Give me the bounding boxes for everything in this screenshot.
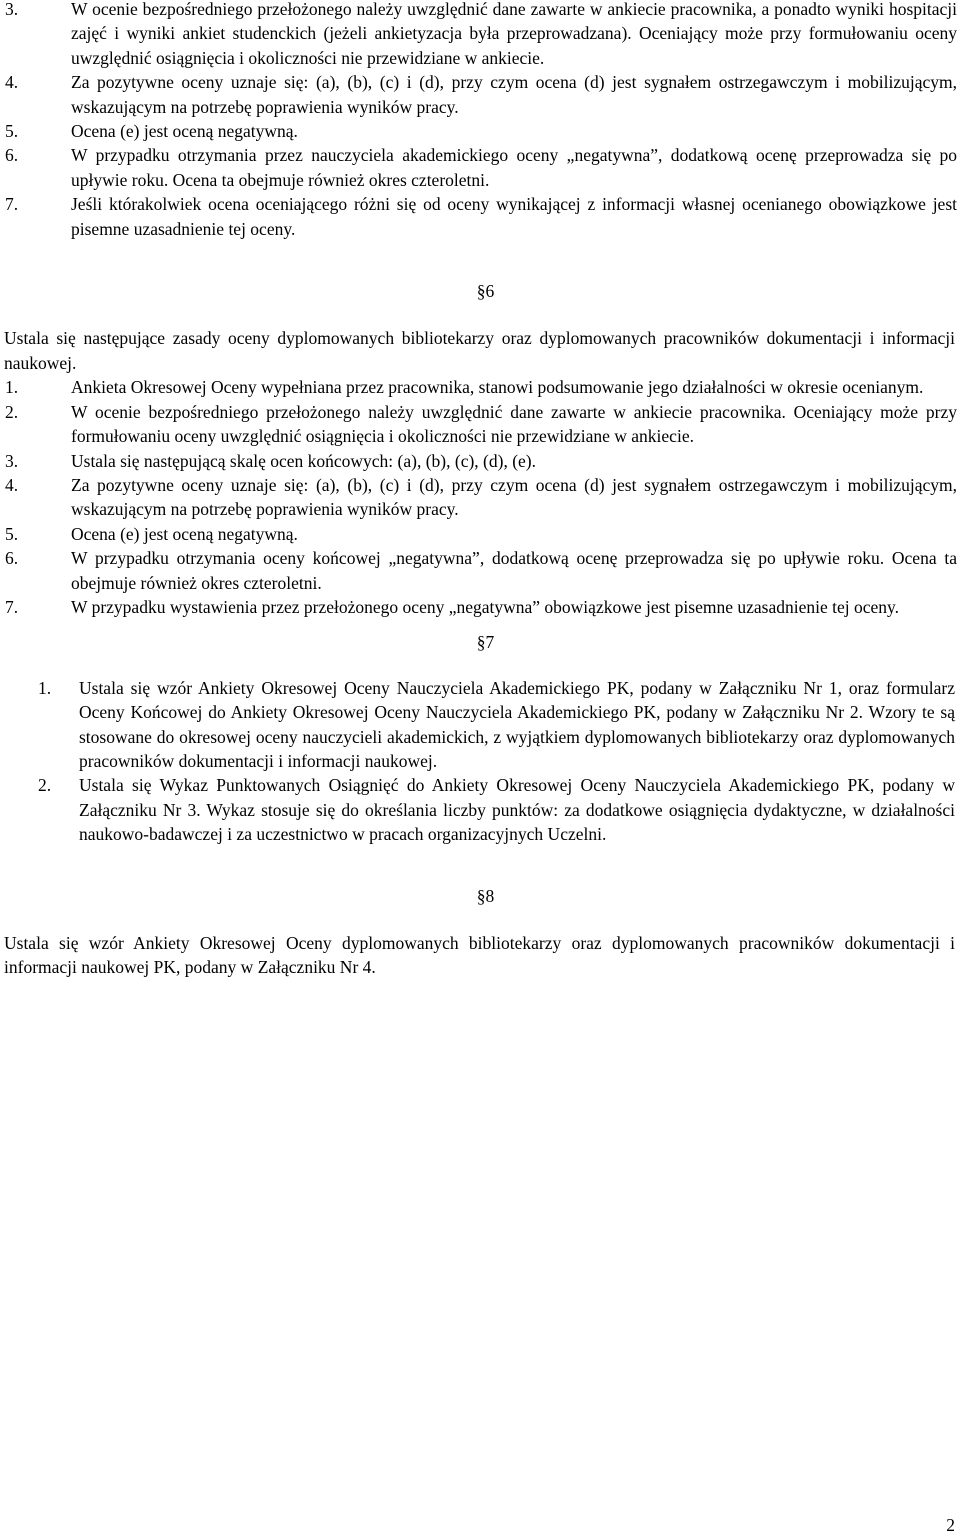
item-text: W ocenie bezpośredniego przełożonego należy uwzględnić dane zawarte w ankiecie pracownika, a ponadto wyniki hospitacji zajęć i wyniki ankiet studenckich (jeżeli ankietyzacja była przeprowadzana). Oceniający może przy formułowaniu oceny uwzględnić osiągnięcia i okoliczności nie przewidziane w ankiecie.	[71, 0, 957, 68]
item-text: W przypadku otrzymania oceny końcowej „negatywna”, dodatkową ocenę przeprowadza się po upływie roku. Ocena ta obejmuje również okres czteroletni.	[71, 548, 957, 593]
item-number: 6.	[5, 145, 19, 166]
list-item	[0, 143, 960, 192]
list-continued	[0, 0, 960, 241]
item-number: 5.	[5, 121, 19, 142]
item-number: 6.	[5, 548, 19, 569]
item-text: W ocenie bezpośredniego przełożonego należy uwzględnić dane zawarte w ankiecie pracownika. Oceniający może przy formułowaniu oceny uwzględnić osiągnięcia i okoliczności nie przewidziane w ankiecie.	[71, 401, 957, 447]
list-item	[0, 595, 960, 619]
item-text: Za pozytywne oceny uznaje się: (a), (b), (c) i (d), przy czym ocena (d) jest sygnałem ostrzegawczym i mobilizującym, wskazującym na potrzebę poprawienia wyników pracy.	[71, 72, 957, 117]
item-number: 7.	[5, 194, 19, 215]
item-number: 4.	[5, 474, 19, 495]
list-item	[0, 400, 960, 449]
list-item	[0, 522, 960, 546]
item-number: 7.	[5, 596, 19, 617]
list-item	[0, 70, 960, 119]
item-text: Ustala się wzór Ankiety Okresowej Oceny Nauczyciela Akademickiego PK, podany w Załączniku Nr 1, oraz formularz Oceny Końcowej do Ankiety Okresowej Oceny Nauczyciela Akademickiego PK, podany w Załączniku Nr 2. Wzory te są stosowane do okresowej oceny nauczycieli akademickich, z wyjątkiem dyplomowanych bibliotekarzy oraz dyplomowanych pracowników dokumentacji i informacji naukowej.	[79, 677, 955, 771]
list-item	[0, 0, 960, 70]
item-text: Ocena (e) jest oceną negatywną.	[71, 523, 298, 544]
list-item	[0, 375, 960, 399]
section-7-list	[0, 676, 960, 847]
item-number: 3.	[5, 0, 19, 19]
item-number: 2.	[38, 775, 52, 796]
page-number: 2	[946, 1514, 955, 1535]
section-6-heading: §6	[476, 281, 495, 302]
item-number: 3.	[5, 450, 19, 471]
list-item	[0, 192, 960, 241]
item-text: Ustala się następującą skalę ocen końcowych: (a), (b), (c), (d), (e).	[71, 450, 536, 471]
list-item	[0, 676, 960, 774]
list-item	[0, 546, 960, 595]
item-text: Za pozytywne oceny uznaje się: (a), (b), (c) i (d), przy czym ocena (d) jest sygnałem ostrzegawczym i mobilizującym, wskazującym na potrzebę poprawienia wyników pracy.	[71, 474, 957, 520]
item-text: Ankieta Okresowej Oceny wypełniana przez pracownika, stanowi podsumowanie jego działalności w okresie ocenianym.	[71, 377, 924, 398]
section-6-intro: Ustala się następujące zasady oceny dyplomowanych bibliotekarzy oraz dyplomowanych pracowników dokumentacji i informacji naukowej.	[4, 328, 955, 373]
item-text: Jeśli którakolwiek ocena oceniającego różni się od oceny wynikającej z informacji własnej ocenianego obowiązkowe jest pisemne uzasadnienie tej oceny.	[71, 194, 957, 239]
item-number: 1.	[5, 377, 19, 398]
list-item	[0, 773, 960, 846]
list-item	[0, 473, 960, 522]
item-number: 1.	[38, 677, 52, 698]
list-item	[0, 119, 960, 143]
section-8-text: Ustala się wzór Ankiety Okresowej Oceny dyplomowanych bibliotekarzy oraz dyplomowanych pracowników dokumentacji i informacji naukowej PK, podany w Załączniku Nr 4.	[4, 933, 955, 978]
item-number: 4.	[5, 72, 19, 93]
item-number: 5.	[5, 523, 19, 544]
section-8-heading: §8	[476, 885, 495, 906]
item-text: W przypadku wystawienia przez przełożonego oceny „negatywna” obowiązkowe jest pisemne uzasadnienie tej oceny.	[71, 596, 899, 617]
item-text: Ocena (e) jest oceną negatywną.	[71, 121, 298, 142]
section-7-heading: §7	[476, 632, 495, 653]
item-text: W przypadku otrzymania przez nauczyciela akademickiego oceny „negatywna”, dodatkową ocenę przeprowadza się po upływie roku. Ocena ta obejmuje również okres czteroletni.	[71, 145, 957, 190]
item-number: 2.	[5, 401, 19, 422]
section-6-list	[0, 375, 960, 619]
item-text: Ustala się Wykaz Punktowanych Osiągnięć do Ankiety Okresowej Oceny Nauczyciela Akademickiego PK, podany w Załączniku Nr 3. Wykaz stosuje się do określania liczby punktów: za dodatkowe osiągnięcia dydaktyczne, w działalności naukowo-badawczej i za uczestnictwo w pracach organizacyjnych Uczelni.	[79, 775, 955, 845]
list-item	[0, 449, 960, 473]
